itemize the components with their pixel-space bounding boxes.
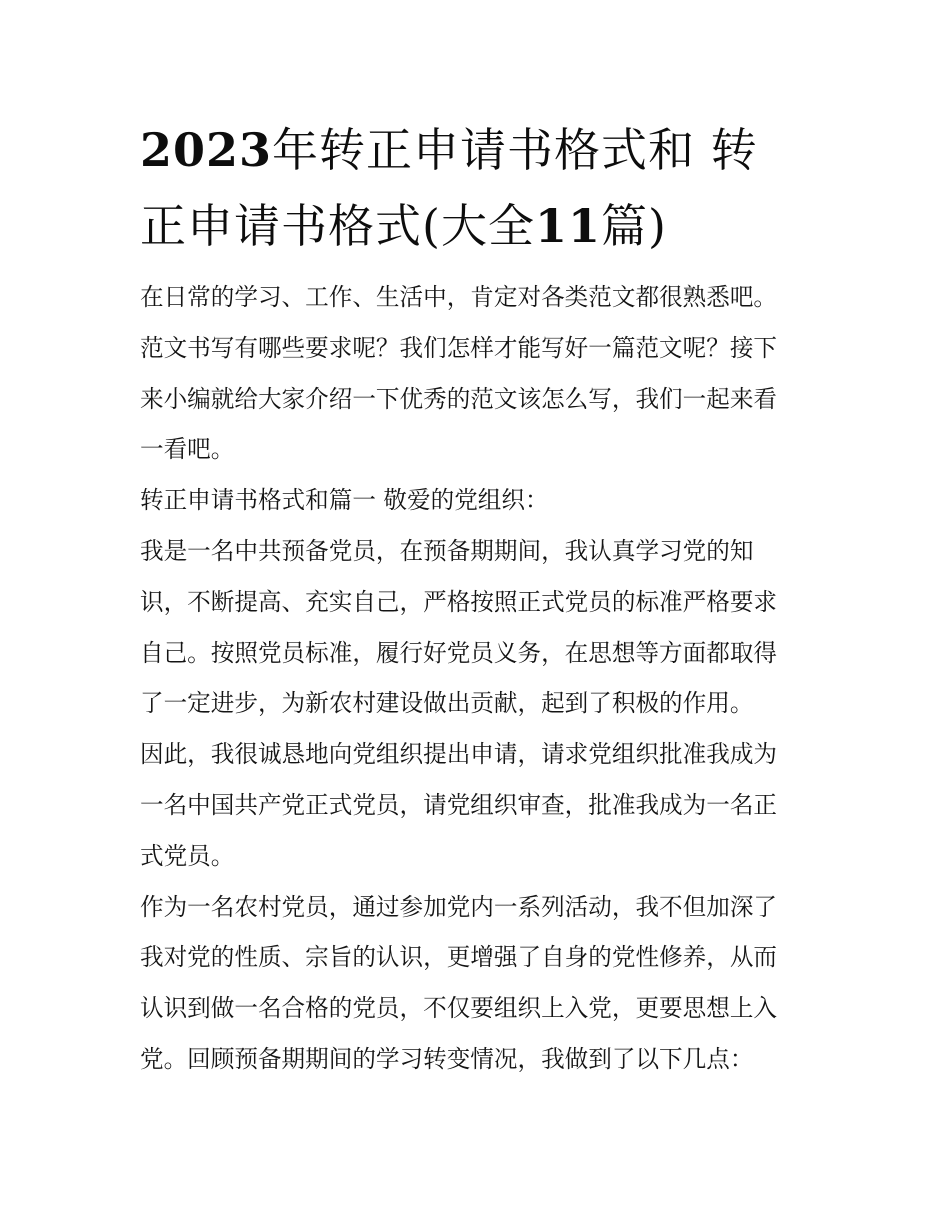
document-content	[140, 112, 820, 1085]
paragraph-section-heading	[140, 475, 820, 526]
paragraph-line: 识，不断提高、充实自己，严格按照正式党员的标准严格要求	[140, 587, 778, 616]
title-line-2-text-b: 篇)	[600, 199, 667, 253]
paragraph-line: 了一定进步，为新农村建设做出贡献，起到了积极的作用。	[140, 689, 754, 718]
paragraph-line: 自己。按照党员标准，履行好党员义务，在思想等方面都取得	[140, 638, 778, 667]
paragraph-body-2	[140, 729, 820, 881]
title-line-2	[140, 188, 820, 264]
title-line-1	[140, 112, 820, 188]
paragraph-line: 党。回顾预备期期间的学习转变情况，我做到了以下几点：	[140, 1044, 754, 1073]
title-line-2-text-a: 正申请书格式(大全	[140, 199, 535, 253]
paragraph-line: 来小编就给大家介绍一下优秀的范文该怎么写，我们一起来看	[140, 384, 778, 413]
title-year: 2023	[140, 123, 273, 177]
paragraph-intro	[140, 272, 820, 475]
paragraph-line: 转正申请书格式和篇一 敬爱的党组织：	[140, 486, 549, 515]
paragraph-line: 范文书写有哪些要求呢？我们怎样才能写好一篇范文呢？接下	[140, 333, 778, 362]
paragraph-line: 在日常的学习、工作、生活中，肯定对各类范文都很熟悉吧。	[140, 283, 778, 311]
document-body	[140, 272, 820, 1085]
document-title	[140, 112, 820, 264]
paragraph-line: 一名中国共产党正式党员，请党组织审查，批准我成为一名正	[140, 790, 778, 819]
paragraph-line: 式党员。	[140, 841, 235, 870]
paragraph-line: 一看吧。	[140, 435, 235, 464]
title-line-1-text: 年转正申请书格式和 转	[272, 123, 758, 177]
paragraph-line: 我对党的性质、宗旨的认识，更增强了自身的党性修养，从而	[140, 943, 778, 972]
paragraph-line: 我是一名中共预备党员，在预备期期间，我认真学习党的知	[140, 536, 754, 565]
title-count: 11	[534, 199, 601, 253]
paragraph-body-3	[140, 882, 820, 1085]
paragraph-line: 因此，我很诚恳地向党组织提出申请，请求党组织批准我成为	[140, 740, 778, 769]
paragraph-line: 作为一名农村党员，通过参加党内一系列活动，我不但加深了	[140, 892, 778, 921]
paragraph-body-1	[140, 526, 820, 729]
paragraph-line: 认识到做一名合格的党员，不仅要组织上入党，更要思想上入	[140, 994, 778, 1023]
